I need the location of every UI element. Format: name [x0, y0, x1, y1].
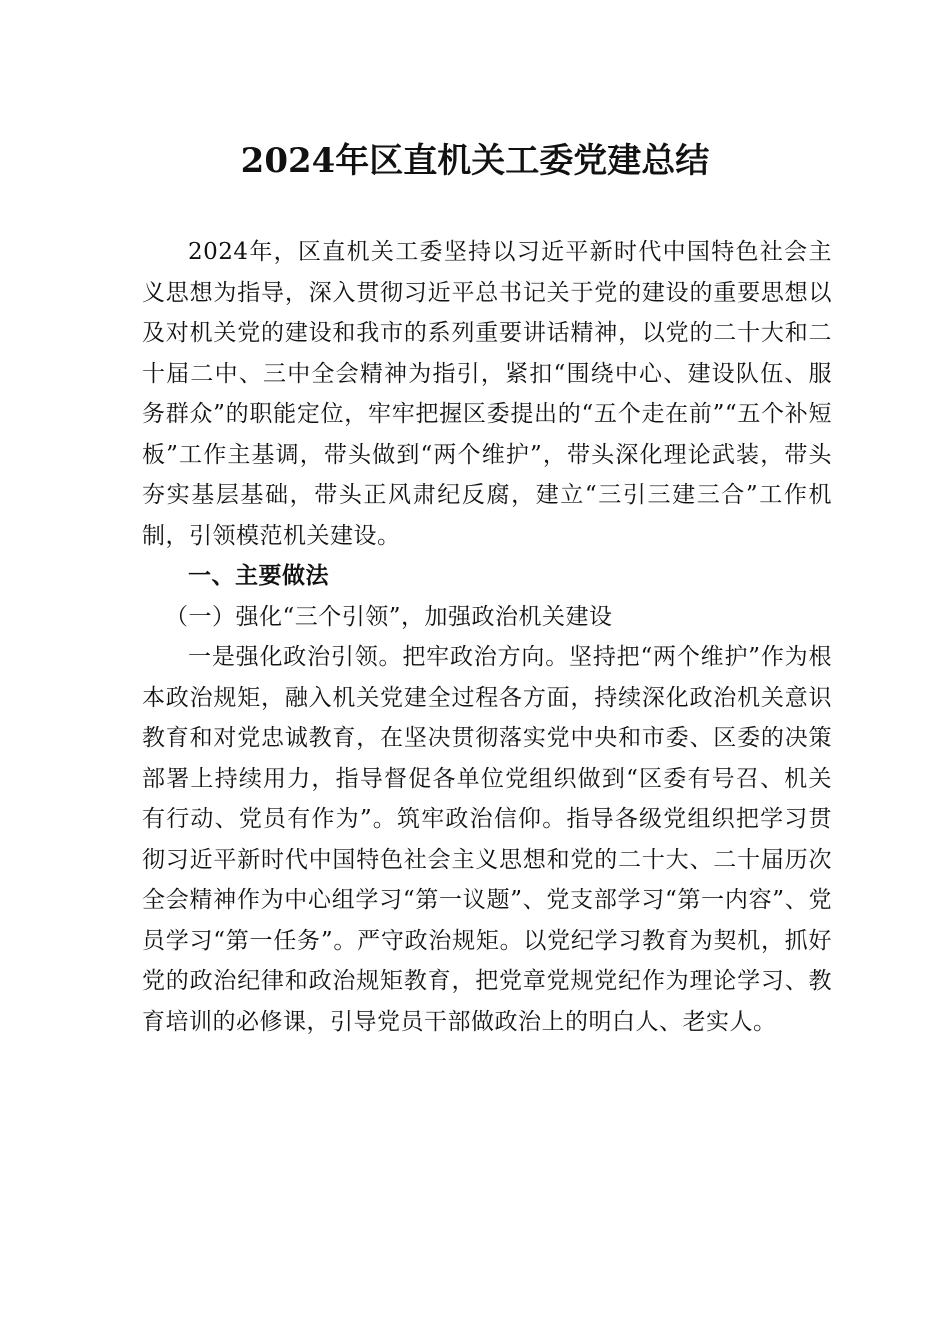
document-title: 2024年区直机关工委党建总结	[240, 141, 710, 181]
subsection-heading-political-leadership: （一）强化“三个引领”，加强政治机关建设	[165, 603, 613, 630]
intro-paragraph: 2024年，区直机关工委坚持以习近平新时代中国特色社会主义思想为指导，深入贯彻习近平总书记关于党的建设的重要思想以及对机关党的建设和我市的系列重要讲话精神，以党的二十大和二十届二中、三中全会精神为指引，紧扣“围绕中心、建设队伍、服务群众”的职能定位，牢牢把握区委提出的“五个走在前”“五个补短板”工作主基调，带头做到“两个维护”，带头深化理论武装，带头夯实基层基础，带头正风肃纪反腐，建立“三引三建三合”工作机制，引领模范机关建设。	[142, 239, 832, 549]
political-leadership-paragraph	[142, 637, 832, 1042]
section-heading-main-practices: 一、主要做法	[188, 563, 329, 589]
paragraph-lead-phrase: 一是强化政治引领。	[188, 644, 403, 670]
document-body	[142, 232, 832, 1042]
paragraph-body-text: 把牢政治方向。坚持把“两个维护”作为根本政治规矩，融入机关党建全过程各方面，持续深化政治机关意识教育和对党忠诚教育，在坚决贯彻落实党中央和市委、区委的决策部署上持续用力，指导督促各单位党组织做到“区委有号召、机关有行动、党员有作为”。筑牢政治信仰。指导各级党组织把学习贯彻习近平新时代中国特色社会主义思想和党的二十大、二十届历次全会精神作为中心组学习“第一议题”、党支部学习“第一内容”、党员学习“第一任务”。严守政治规矩。以党纪学习教育为契机，抓好党的政治纪律和政治规矩教育，把党章党规党纪作为理论学习、教育培训的必修课，引导党员干部做政治上的明白人、老实人。	[142, 644, 832, 1035]
